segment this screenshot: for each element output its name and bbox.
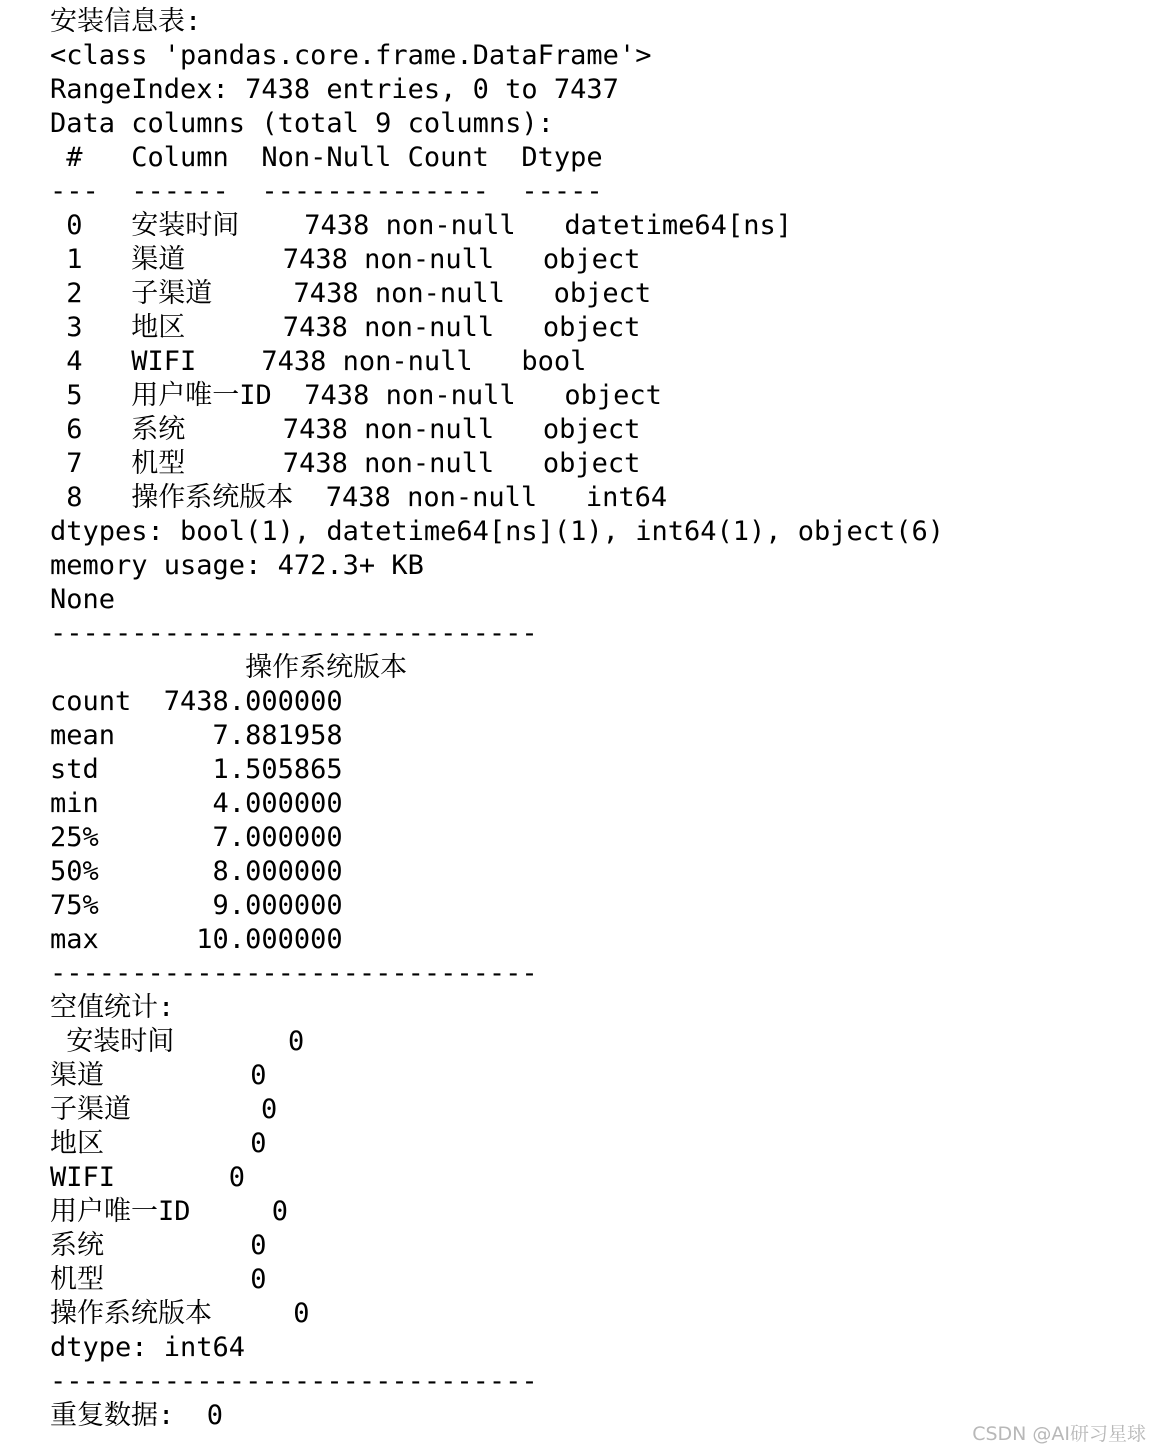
duplicates-line: 重复数据: 0 <box>50 1400 224 1431</box>
console-output <box>50 5 944 1433</box>
null-stats-row: 机型 0 <box>50 1264 267 1295</box>
info-dtypes: dtypes: bool(1), datetime64[ns](1), int64(1), object(6) <box>50 516 945 547</box>
describe-row: std 1.505865 <box>50 754 343 785</box>
null-stats-title: 空值统计: <box>50 992 175 1023</box>
info-column-row: 7 机型 7438 non-null object <box>50 448 641 479</box>
info-class-line: <class 'pandas.core.frame.DataFrame'> <box>50 40 652 71</box>
info-column-row: 5 用户唯一ID 7438 non-null object <box>50 380 662 411</box>
describe-row: 50% 8.000000 <box>50 856 343 887</box>
info-header-rule: --- ------ -------------- ----- <box>50 176 603 207</box>
info-column-row: 1 渠道 7438 non-null object <box>50 244 641 275</box>
info-memory-usage: memory usage: 472.3+ KB <box>50 550 424 581</box>
null-stats-row: 子渠道 0 <box>50 1094 278 1125</box>
null-stats-row: 地区 0 <box>50 1128 267 1159</box>
describe-row: min 4.000000 <box>50 788 343 819</box>
describe-row: max 10.000000 <box>50 924 343 955</box>
null-stats-row: WIFI 0 <box>50 1162 246 1193</box>
separator-line: ------------------------------ <box>50 618 538 649</box>
info-column-row: 0 安装时间 7438 non-null datetime64[ns] <box>50 210 792 241</box>
describe-row: mean 7.881958 <box>50 720 343 751</box>
info-data-columns: Data columns (total 9 columns): <box>50 108 554 139</box>
info-column-row: 4 WIFI 7438 non-null bool <box>50 346 587 377</box>
info-range-index: RangeIndex: 7438 entries, 0 to 7437 <box>50 74 619 105</box>
null-stats-row: 安装时间 0 <box>50 1026 305 1057</box>
describe-row: 75% 9.000000 <box>50 890 343 921</box>
output-title: 安装信息表: <box>50 6 202 37</box>
info-return-value: None <box>50 584 116 615</box>
info-column-row: 2 子渠道 7438 non-null object <box>50 278 652 309</box>
describe-row: count 7438.000000 <box>50 686 343 717</box>
null-stats-row: 用户唯一ID 0 <box>50 1196 289 1227</box>
separator-line: ------------------------------ <box>50 1366 538 1397</box>
null-stats-row: 操作系统版本 0 <box>50 1298 310 1329</box>
null-stats-row: 系统 0 <box>50 1230 267 1261</box>
describe-header: 操作系统版本 <box>50 652 408 683</box>
info-column-row: 3 地区 7438 non-null object <box>50 312 641 343</box>
watermark: CSDN @AI研习星球 <box>972 1423 1146 1445</box>
info-column-row: 6 系统 7438 non-null object <box>50 414 641 445</box>
separator-line: ------------------------------ <box>50 958 538 989</box>
info-column-row: 8 操作系统版本 7438 non-null int64 <box>50 482 668 513</box>
null-stats-dtype: dtype: int64 <box>50 1332 246 1363</box>
null-stats-row: 渠道 0 <box>50 1060 267 1091</box>
info-header: # Column Non-Null Count Dtype <box>50 142 603 173</box>
describe-row: 25% 7.000000 <box>50 822 343 853</box>
